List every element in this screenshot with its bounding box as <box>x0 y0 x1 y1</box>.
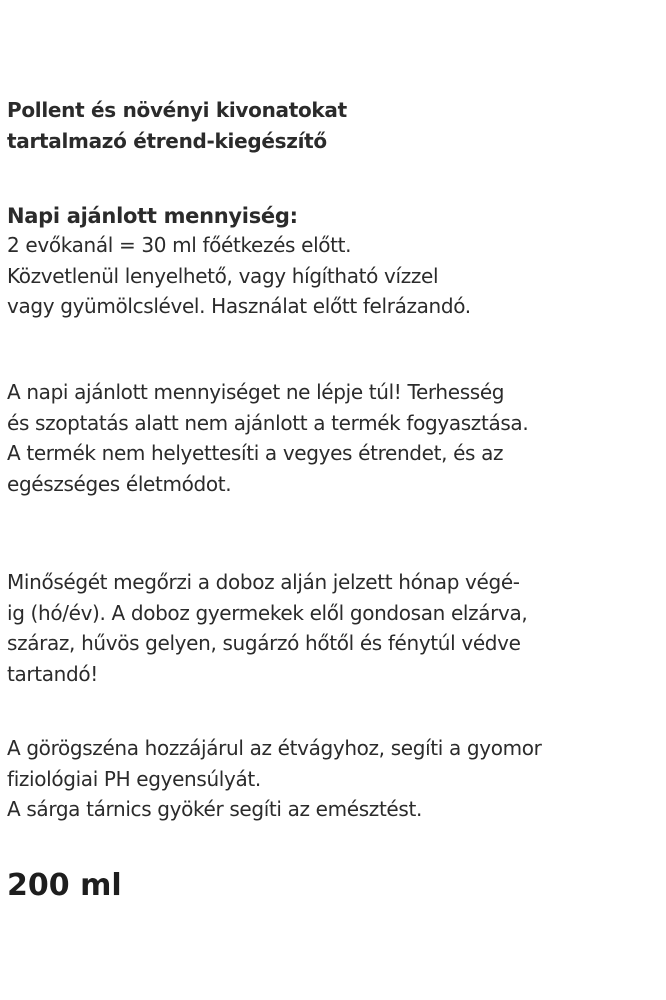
benefits-paragraph <box>7 733 542 825</box>
warning-line: és szoptatás alatt nem ajánlott a termék fogyasztása. <box>7 410 529 435</box>
benefits-line: A görögszéna hozzájárul az étvágyhoz, segíti a gyomor <box>7 736 542 760</box>
warning-line: A napi ajánlott mennyiséget ne lépje túl! Terhesség <box>7 380 505 404</box>
product-title <box>7 95 347 157</box>
dosage-heading: Napi ajánlott mennyiség: <box>7 204 298 228</box>
dosage-paragraph <box>7 230 471 322</box>
dosage-line: 2 evőkanál = 30 ml főétkezés előtt. <box>7 233 352 257</box>
dosage-line: vagy gyümölcslével. Használat előtt felrázandó. <box>7 294 471 318</box>
warning-line: egészséges életmódot. <box>7 471 232 496</box>
storage-line: ig (hó/év). A doboz gyermekek elől gondosan elzárva, <box>7 600 528 625</box>
product-title-line: Pollent és növényi kivonatokat <box>7 98 347 122</box>
warning-line: A termék nem helyettesíti a vegyes étrendet, és az <box>7 441 504 465</box>
volume-label: 200 ml <box>7 868 122 903</box>
benefits-line: fiziológiai PH egyensúlyát. <box>7 766 261 791</box>
warning-paragraph <box>7 377 528 499</box>
benefits-line: A sárga tárnics gyökér segíti az emésztést. <box>7 797 422 821</box>
dosage-line: Közvetlenül lenyelhető, vagy hígítható vízzel <box>7 263 439 288</box>
storage-paragraph <box>7 567 527 689</box>
storage-line: tartandó! <box>7 661 98 686</box>
storage-line: Minőségét megőrzi a doboz alján jelzett hónap végé- <box>7 570 520 594</box>
storage-line: száraz, hűvös gelyen, sugárzó hőtől és fénytúl védve <box>7 631 521 655</box>
product-title-line: tartalmazó étrend-kiegészítő <box>7 129 327 153</box>
